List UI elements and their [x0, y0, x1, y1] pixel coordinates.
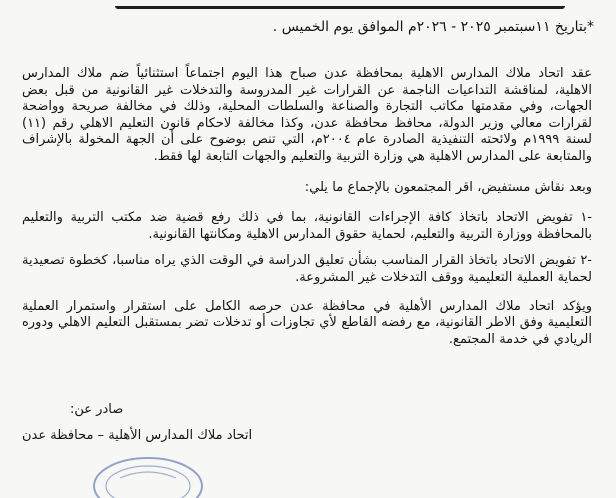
intro-paragraph: عقد اتحاد ملاك المدارس الاهلية بمحافظة عدن صباح هذا اليوم اجتماعاً استثنائياً ضم ملاك المدارس الاهلية، لمناقشة التداعيات الناجمة عن القرارات غير المدروسة والتدخلات غير القانونية من قبل بعض الجهات، وفي مقدمتها مكاتب التجارة والصناعة والسلطات المحلية، وذلك في مخالفة صريحة وواضحة لقرارات معالي وزير الدولة، محافظ محافظة عدن، وكذا مخالفة لاحكام قانون التعليم الاهلي رقم (١١) لسنة ١٩٩٩م ولائحته التنفيذية الصادرة عام ٢٠٠٤م، التي تنص بوضوح على أن الجهة المخولة بالإشراف والمتابعة على المدارس الاهلية هي وزارة التربية والتعليم والجهات التابعة لها فقط. [22, 66, 592, 164]
cropped-header-rule [115, 0, 565, 9]
resolution-lead: وبعد نقاش مستفيض، اقر المجتمعون بالإجماع ما يلي: [304, 179, 592, 195]
statement-body [22, 66, 592, 348]
official-seal-icon [88, 448, 208, 498]
issuing-organization: اتحاد ملاك المدارس الأهلية – محافظة عدن [22, 428, 253, 443]
issued-by-label: صادر عن: [70, 402, 124, 417]
resolution-item-1: -١ تفويض الاتحاد باتخاذ كافة الإجراءات القانونية، بما في ذلك رفع قضية ضد مكتب التربية والتعليم بالمحافظة ووزارة التربية والتعليم، لحماية حقوق المدارس الاهلية ومكانتها القانونية. [22, 210, 592, 242]
resolution-item-2: -٢ تفويض الاتحاد باتخاذ القرار المناسب بشأن تعليق الدراسة في الوقت الذي يراه مناسبا، كخطوة تصعيدية لحماية العملية التعليمية ووقف التدخلات غير المشروعة. [22, 253, 592, 285]
closing-paragraph: ويؤكد اتحاد ملاك المدارس الأهلية في محافظة عدن حرصه الكامل على استقرار واستمرار العملية التعليمية وفق الاطر القانونية، مع رفضه القاطع لأي تجاوزات أو تدخلات تضر بمستقبل التعليم الاهلي ودوره الريادي في خدمة المجتمع. [22, 298, 592, 347]
date-line: *بتاريخ ١١سبتمبر ٢٠٢٥ - ٢٠٢٦م الموافق يوم الخميس . [272, 19, 594, 35]
